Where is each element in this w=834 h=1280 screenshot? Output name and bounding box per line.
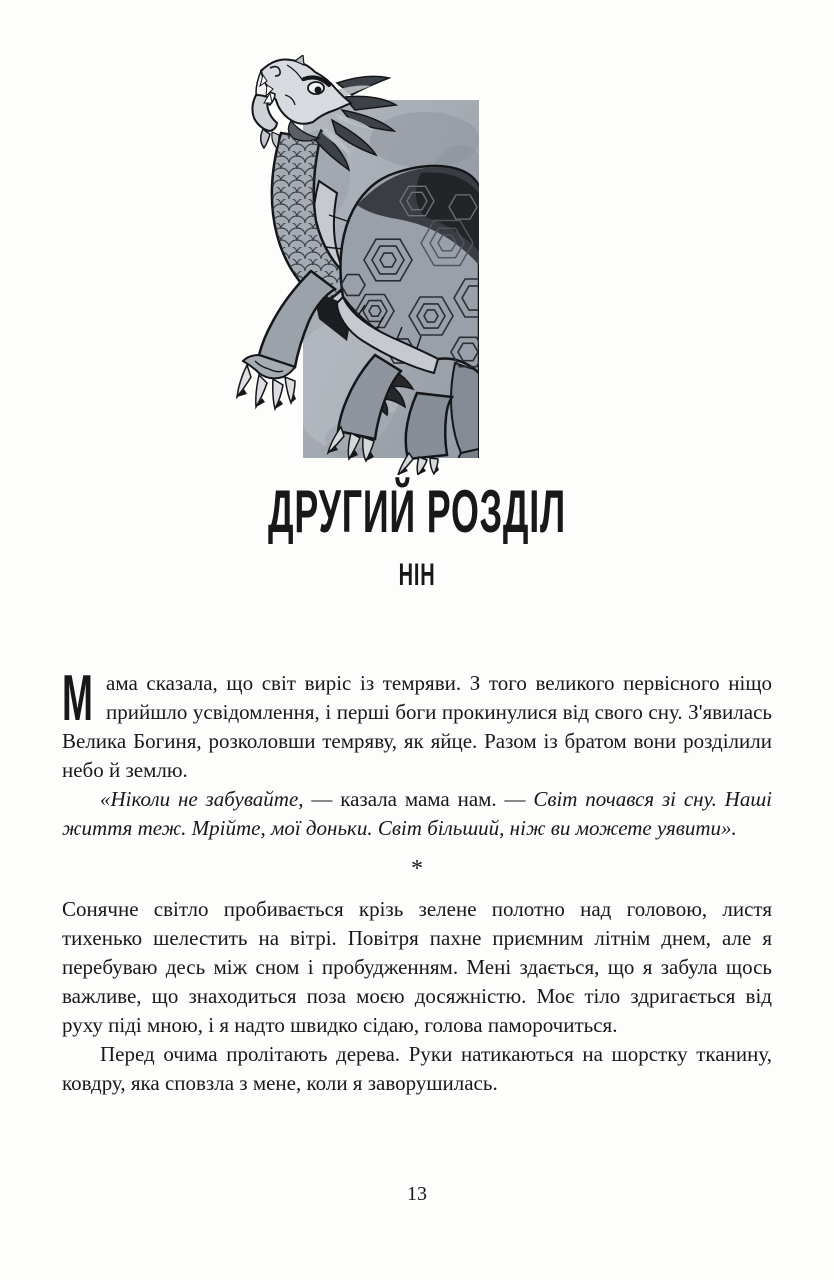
chapter-title — [0, 476, 834, 546]
dragon-turtle-illustration — [225, 55, 485, 475]
section-separator: * — [411, 856, 423, 882]
chapter-title-text: ДРУГИЙ РОЗДІЛ — [268, 476, 566, 546]
paragraph-1 — [62, 660, 772, 785]
paragraph-2 — [62, 785, 772, 843]
drop-cap: М — [62, 660, 93, 735]
chapter-subtitle — [0, 558, 834, 592]
paragraph-4: Перед очима пролітають дерева. Руки натикаються на шорстку тканину, ковдру, яка сповзла з мене, коли я заворушилась. — [62, 1042, 772, 1095]
page-number: 13 — [407, 1183, 427, 1205]
chapter-subtitle-text: НІН — [398, 557, 436, 593]
quote-segment-2: — казала мама нам. — — [311, 787, 534, 811]
quote-segment-1: «Ніколи не забувайте, — [100, 787, 312, 811]
dragon-turtle-icon — [225, 55, 485, 475]
quote-segment-3: Світ почався зі сну. Наші життя теж. Мрійте, мої доньки. Світ більший, ніж ви можете уявити». — [62, 787, 772, 840]
paragraph-1-text: ама сказала, що світ виріс із темряви. З того великого первісного ніщо прийшло усвідомлення, і перші боги прокинулися від свого сну. З'явилась Велика Богиня, розколовши темряву, як яйце. Разом із братом вони розділили небо й землю. — [62, 671, 772, 782]
paragraph-3: Сонячне світло пробивається крізь зелене полотно над головою, листя тихенько шелестить на вітрі. Повітря пахне приємним літнім днем, але я перебуваю десь між сном і пробудженням. Мені здається, що я забула щось важливе, що знаходиться поза моєю досяжністю. Моє тіло здригається від руху піді мною, і я надто швидко сідаю, голова паморочиться. — [62, 897, 772, 1037]
body-text — [62, 660, 772, 1098]
